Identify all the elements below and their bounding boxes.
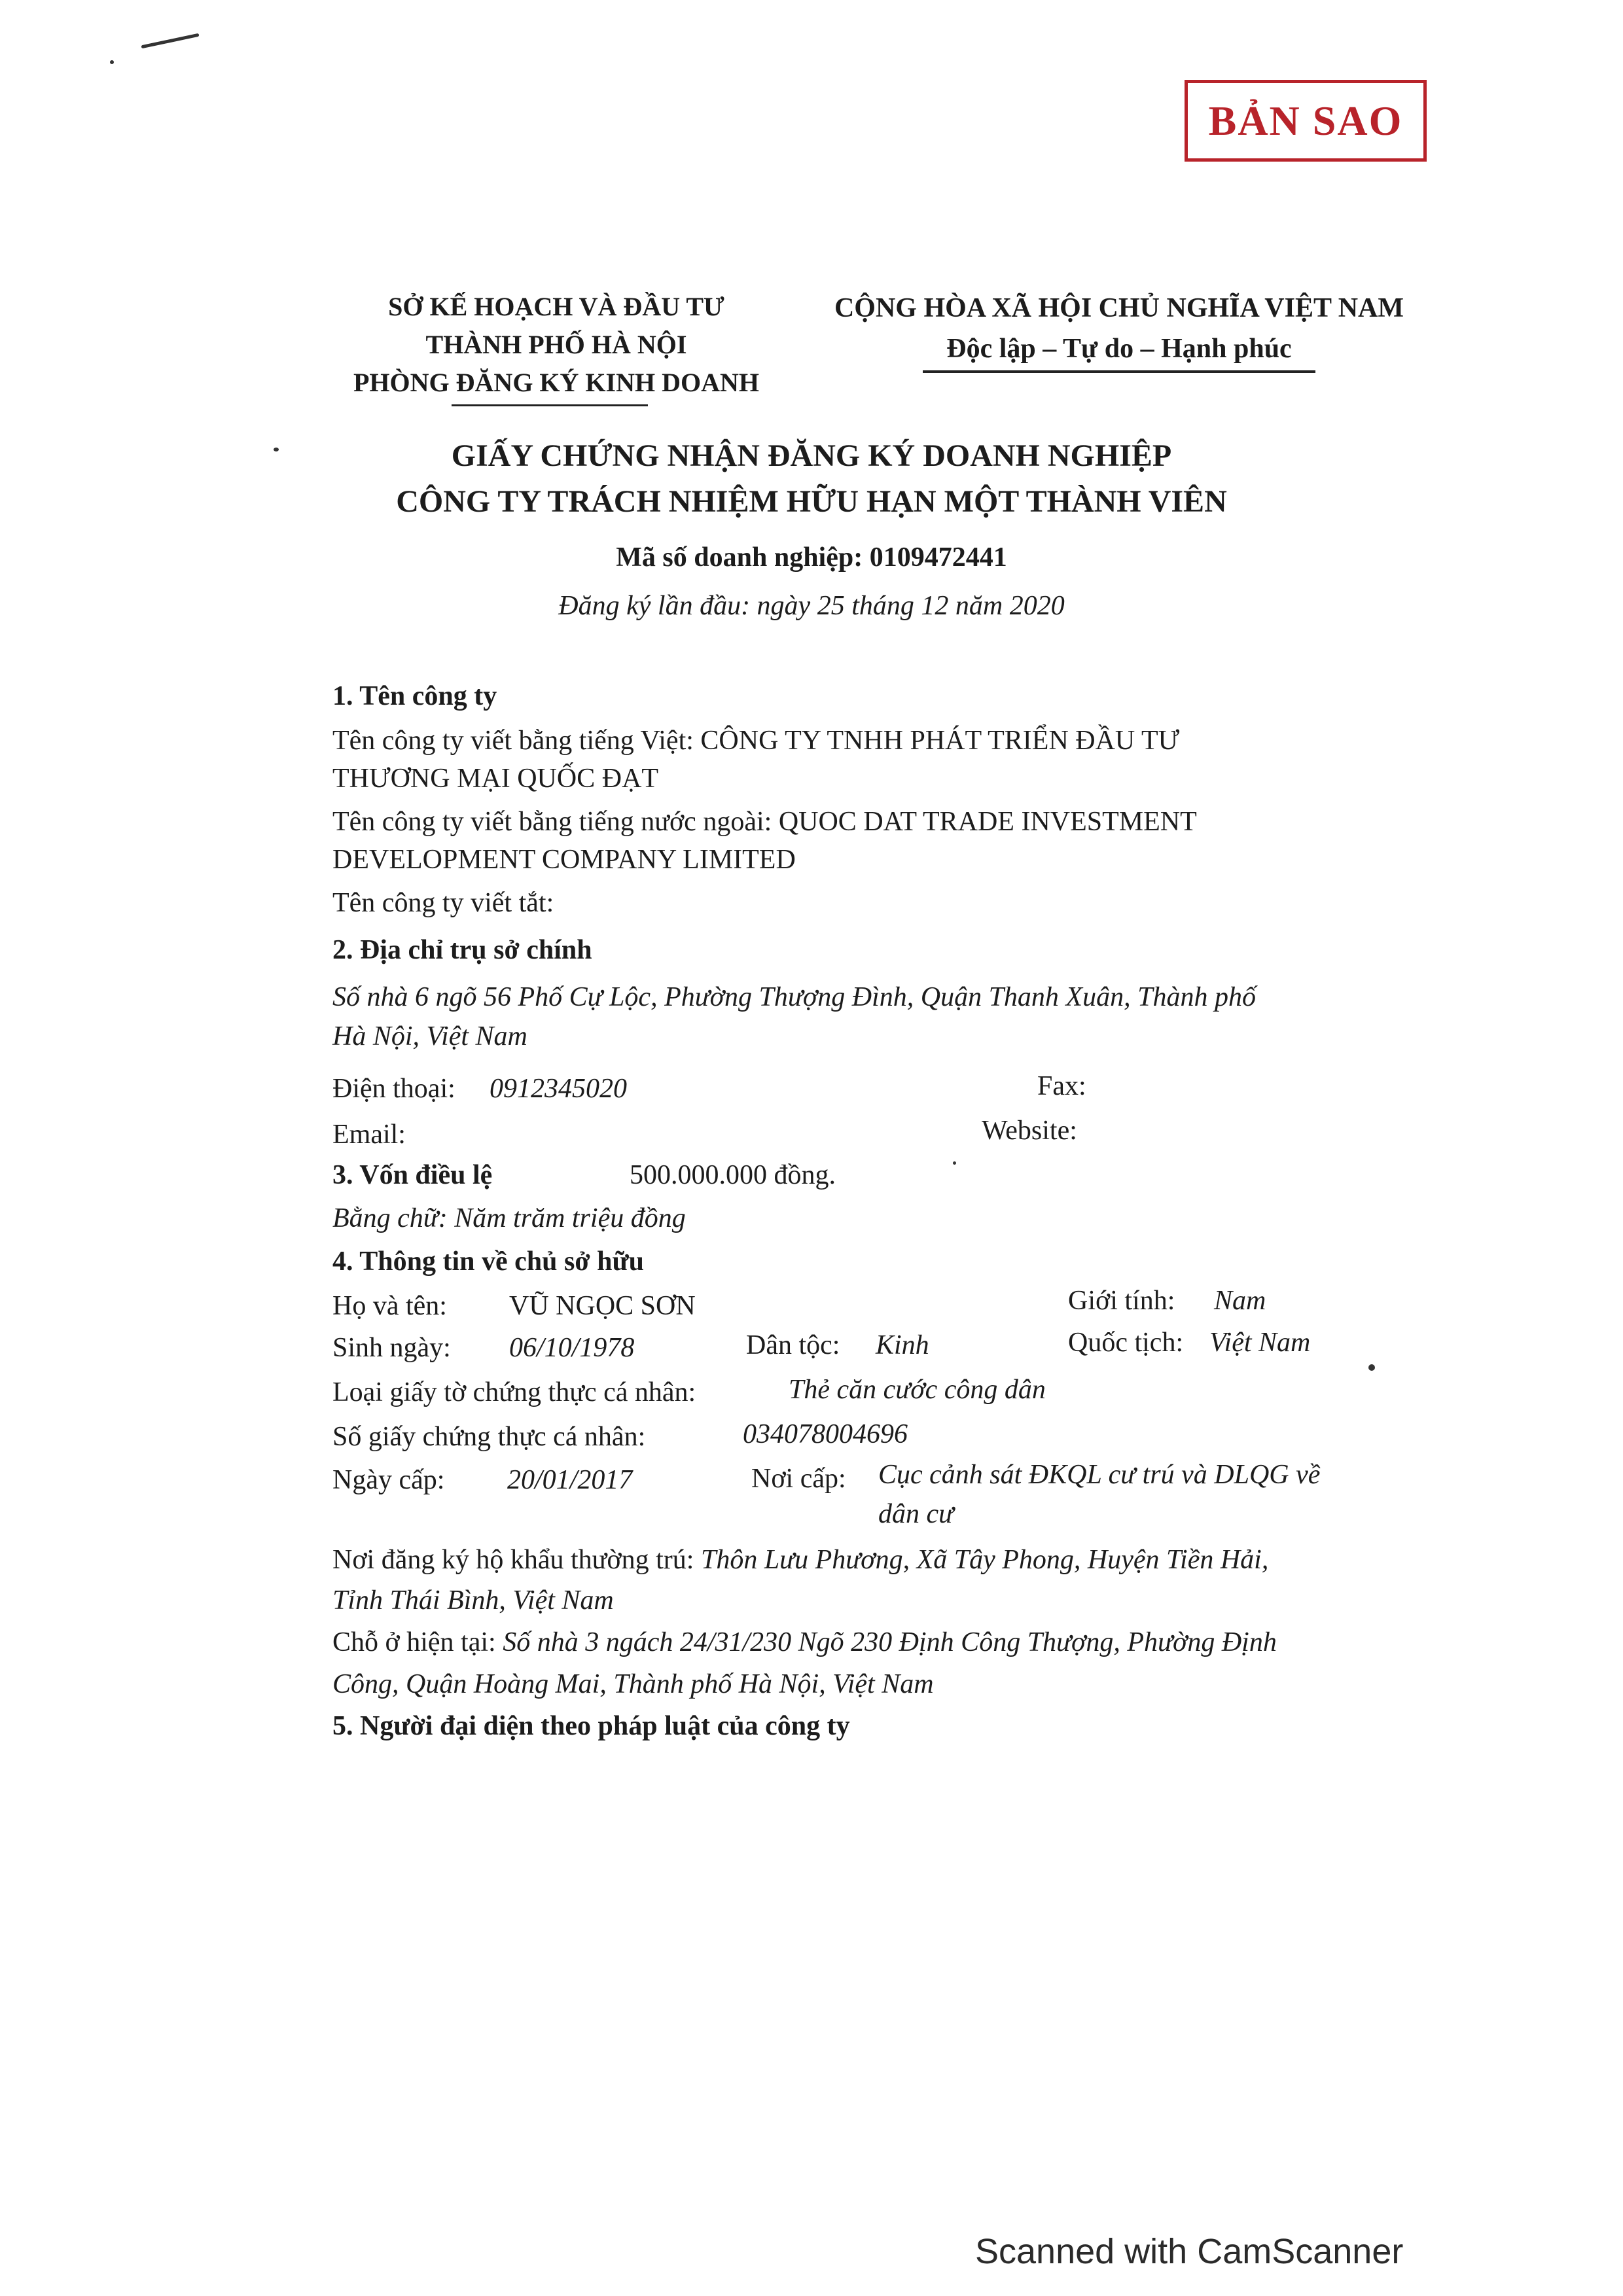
motto-underline <box>923 370 1315 373</box>
head-office-address-line-2: Hà Nội, Việt Nam <box>332 1021 527 1051</box>
section-1-heading: 1. Tên công ty <box>332 681 497 711</box>
section-4-heading: 4. Thông tin về chủ sở hữu <box>332 1246 645 1277</box>
gender-value: Nam <box>1214 1286 1266 1316</box>
id-number-value: 034078004696 <box>743 1419 908 1449</box>
id-number-label: Số giấy chứng thực cá nhân: <box>332 1422 646 1452</box>
authority-line-3: PHÒNG ĐĂNG KÝ KINH DOANH <box>353 368 759 397</box>
company-name-vn-label: Tên công ty viết bằng tiếng Việt: <box>332 726 694 756</box>
company-name-vn-value: CÔNG TY TNHH PHÁT TRIỂN ĐẦU TƯ <box>700 726 1180 756</box>
authority-line-1: SỞ KẾ HOẠCH VÀ ĐẦU TƯ <box>388 292 724 321</box>
authority-line-2: THÀNH PHỐ HÀ NỘI <box>425 330 687 359</box>
issue-date-label: Ngày cấp: <box>332 1465 445 1495</box>
dob-label: Sinh ngày: <box>332 1333 451 1363</box>
scan-speck <box>274 448 279 451</box>
issue-place-label: Nơi cấp: <box>751 1464 846 1494</box>
issue-place-value-line-2: dân cư <box>878 1499 954 1529</box>
copy-stamp <box>1185 80 1427 162</box>
current-residence-value: Số nhà 3 ngách 24/31/230 Ngõ 230 Định Công Thượng, Phường Định <box>503 1627 1277 1657</box>
charter-capital-in-words: Bằng chữ: Năm trăm triệu đồng <box>332 1203 686 1233</box>
motto-line-2: Độc lập – Tự do – Hạnh phúc <box>946 334 1292 364</box>
fax-label: Fax: <box>1037 1071 1086 1101</box>
current-residence-label: Chỗ ở hiện tại: <box>332 1627 496 1657</box>
scan-mark <box>141 33 199 49</box>
current-residence-continued: Công, Quận Hoàng Mai, Thành phố Hà Nội, Việt Nam <box>332 1669 934 1699</box>
phone-label: Điện thoại: <box>332 1074 455 1104</box>
national-motto <box>831 288 1407 369</box>
nationality-value: Việt Nam <box>1209 1328 1311 1358</box>
section-5-heading: 5. Người đại diện theo pháp luật của công ty <box>332 1711 850 1741</box>
first-registration-date: Đăng ký lần đầu: ngày 25 tháng 12 năm 2020 <box>558 591 1065 621</box>
permanent-residence-value: Thôn Lưu Phương, Xã Tây Phong, Huyện Tiền Hải, <box>700 1545 1269 1575</box>
scan-speck <box>110 60 114 64</box>
authority-underline <box>452 404 648 406</box>
company-name-vn <box>332 725 1179 756</box>
current-residence <box>332 1627 1277 1658</box>
title-line-1: GIẤY CHỨNG NHẬN ĐĂNG KÝ DOANH NGHIỆP <box>451 438 1172 473</box>
website-label: Website: <box>982 1116 1077 1146</box>
title-line-2: CÔNG TY TRÁCH NHIỆM HỮU HẠN MỘT THÀNH VIÊN <box>396 484 1227 519</box>
company-name-abbr-label: Tên công ty viết tắt: <box>332 888 554 918</box>
company-name-foreign-value: QUOC DAT TRADE INVESTMENT <box>778 807 1197 837</box>
ethnicity-value: Kinh <box>876 1330 929 1360</box>
company-name-foreign <box>332 806 1197 838</box>
phone-value: 0912345020 <box>490 1074 627 1104</box>
company-name-foreign-continued: DEVELOPMENT COMPANY LIMITED <box>332 845 796 875</box>
section-3-heading: 3. Vốn điều lệ <box>332 1160 493 1190</box>
owner-name-value: VŨ NGỌC SƠN <box>509 1291 696 1321</box>
charter-capital-amount: 500.000.000 đồng. <box>630 1160 836 1190</box>
permanent-residence-label: Nơi đăng ký hộ khẩu thường trú: <box>332 1545 694 1575</box>
email-label: Email: <box>332 1120 406 1150</box>
head-office-address-line-1: Số nhà 6 ngõ 56 Phố Cự Lộc, Phường Thượng Đình, Quận Thanh Xuân, Thành phố <box>332 982 1256 1012</box>
company-name-vn-continued: THƯƠNG MẠI QUỐC ĐẠT <box>332 764 659 794</box>
permanent-residence-continued: Tỉnh Thái Bình, Việt Nam <box>332 1585 614 1616</box>
gender-label: Giới tính: <box>1068 1286 1175 1316</box>
camscanner-watermark: Scanned with CamScanner <box>975 2232 1404 2271</box>
issuing-authority <box>327 288 785 402</box>
permanent-residence <box>332 1544 1268 1576</box>
id-type-label: Loại giấy tờ chứng thực cá nhân: <box>332 1377 696 1407</box>
scan-speck <box>1368 1364 1375 1371</box>
enterprise-code: Mã số doanh nghiệp: 0109472441 <box>616 542 1007 573</box>
ethnicity-label: Dân tộc: <box>746 1330 840 1360</box>
motto-line-1: CỘNG HÒA XÃ HỘI CHỦ NGHĨA VIỆT NAM <box>834 293 1404 323</box>
company-name-foreign-label: Tên công ty viết bằng tiếng nước ngoài: <box>332 807 772 837</box>
issue-date-value: 20/01/2017 <box>507 1465 633 1495</box>
issue-place-value-line-1: Cục cảnh sát ĐKQL cư trú và DLQG về <box>878 1460 1321 1490</box>
owner-name-label: Họ và tên: <box>332 1291 447 1321</box>
copy-stamp-label: BẢN SAO <box>1208 97 1403 144</box>
scan-speck <box>953 1161 956 1165</box>
nationality-label: Quốc tịch: <box>1068 1328 1184 1358</box>
section-2-heading: 2. Địa chỉ trụ sở chính <box>332 935 592 965</box>
dob-value: 06/10/1978 <box>509 1333 635 1363</box>
document-title <box>327 433 1296 525</box>
id-type-value: Thẻ căn cước công dân <box>789 1375 1046 1405</box>
